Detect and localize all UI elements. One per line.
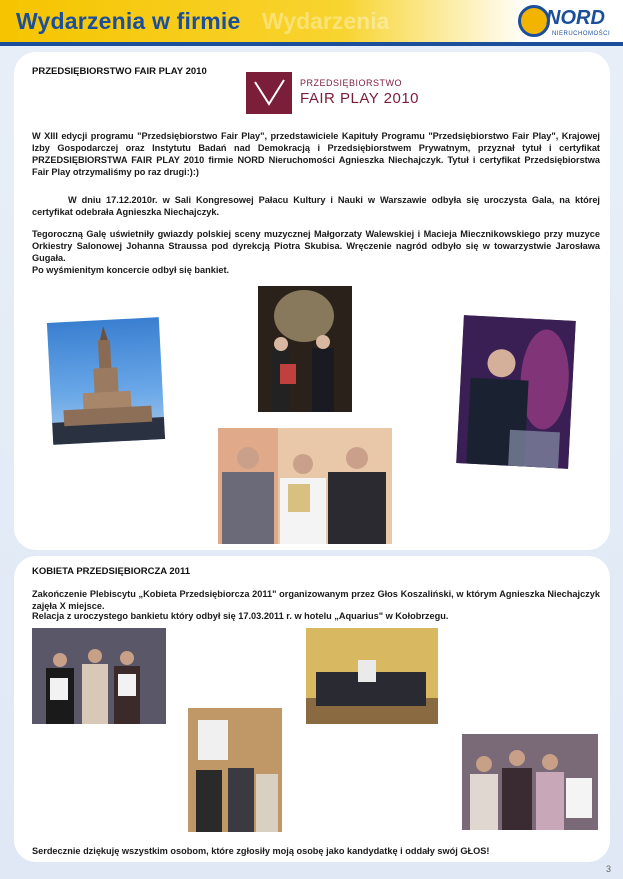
businesswoman-paragraph-2: Relacja z uroczystego bankietu który odbył się 17.03.2011 r. w hotelu „Aquarius" w Kołobrzegu. — [32, 611, 449, 621]
fair-play-paragraph-2: W dniu 17.12.2010r. w Sali Kongresowej Pałacu Kultury i Nauki w Warszawie odbyła się uroczysta Gala, na której certyfikat odebrała Agnieszka Niechajczyk. — [32, 195, 600, 217]
photo-certificate-group — [218, 428, 392, 544]
fair-play-logo — [246, 72, 434, 114]
closing-thanks: Serdecznie dziękuję wszystkim osobom, które zgłosiły moją osobę jako kandydatkę i oddały swój GŁOS! — [32, 846, 490, 856]
header-watermark: Wydarzenia — [262, 8, 390, 34]
nord-logo — [518, 3, 618, 43]
fair-play-logo-line2: FAIR PLAY 2010 — [300, 90, 420, 107]
photo-banquet-group-2 — [462, 734, 598, 830]
fair-play-check-icon — [246, 72, 292, 114]
nord-logo-subtitle: NIERUCHOMOŚCI — [552, 31, 611, 37]
section-title-businesswoman: KOBIETA PRZEDSIĘBIORCZA 2011 — [32, 566, 191, 577]
photo-banquet-group-1 — [32, 628, 166, 724]
fair-play-paragraph-3: Tegoroczną Galę uświetniły gwiazdy polskiej sceny muzycznej Małgorzaty Walewskiej i Macieja Miecznikowskiego przy muzyce Orkiestry Salonowej Johanna Straussa pod dyrekcją Piotra Skubisa. Wręczenie nagród odbyło się w towarzystwie Jarosława Gugała. — [32, 229, 600, 263]
photo-banquet-diploma — [188, 708, 282, 832]
fair-play-paragraph-1: W XIII edycji programu "Przedsiębiorstwo Fair Play", przedstawiciele Kapituły Programu "Przedsiębiorstwo Fair Play", Krajowej Izby Gospodarczej oraz Instytutu Badań nad Demokracją i Przedsiębiorstwem Prywatnym, przyznał tytuł i certyfikat PRZEDSIĘBIORSTWA FAIR PLAY 2010 firmie NORD Nieruchomości Agnieszka Niechajczyk. Tytuł i certyfikat Przedsiębiorstwa Fair Play otrzymaliśmy po raz drugi:):) — [32, 131, 600, 177]
photo-award-handover — [258, 286, 352, 412]
section-title-fair-play: PRZEDSIĘBIORSTWO FAIR PLAY 2010 — [32, 66, 207, 77]
fair-play-paragraph-4: Po wyśmienitym koncercie odbył się bankiet. — [32, 265, 230, 275]
nord-logo-text: NORD — [546, 7, 605, 29]
fair-play-logo-line1: PRZEDSIĘBIORSTWO — [300, 78, 403, 88]
page-number: 3 — [606, 864, 612, 874]
page-title: Wydarzenia w firmie — [16, 8, 241, 34]
photo-palace-of-culture — [47, 317, 165, 445]
photo-speaker-podium — [456, 315, 576, 469]
businesswoman-paragraph-1: Zakończenie Plebiscytu „Kobieta Przedsiębiorcza 2011" organizowanym przez Głos Koszaliński, w którym Agnieszka Niechajczyk zajęła X miejsce. — [32, 589, 600, 611]
photo-banquet-line-up — [306, 628, 438, 724]
